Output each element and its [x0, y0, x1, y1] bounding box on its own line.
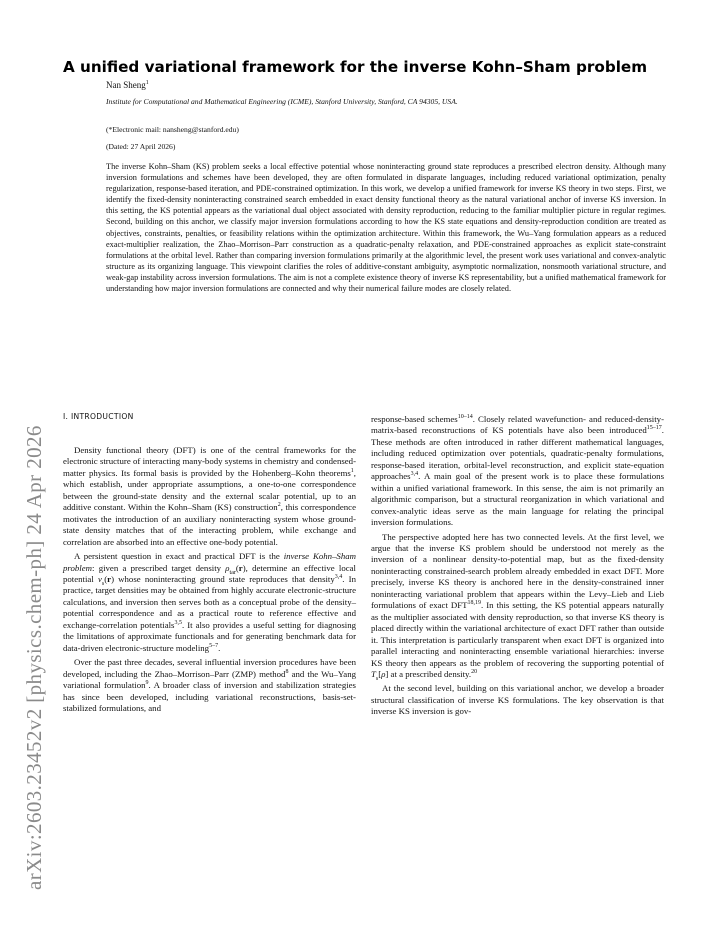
author-affiliation: Institute for Computational and Mathematical Engineering (ICME), Stanford University, Stanford, CA 94305, USA.: [106, 97, 458, 106]
text-run: response-based schemes: [371, 414, 458, 424]
text-run: The perspective adopted here has two connected levels. At the first level, we argue that the inverse KS problem should be understood not merely as the inversion of a nonlinear density-to-potential map, but as the fixed-density noninteracting constrained-search problem already embedded in exact DFT. More precisely, inverse KS theory is anchored here in the density-constrained inner noninteracting variational problem that appears within the Levy–Lieb and Lieb formulations of exact DFT: [371, 531, 664, 611]
text-run: r: [107, 573, 112, 584]
author-line: [106, 80, 666, 90]
text-run: s: [375, 675, 379, 682]
arxiv-identifier-stamp[interactable]: arXiv:2603.23452v2 [physics.chem-ph] 24 Apr 2026: [22, 425, 46, 890]
abstract: The inverse Kohn–Sham (KS) problem seeks a local effective potential whose noninteracting ground state reproduces a prescribed electron density. Although many inversion formulations and schemes have been developed, they are often formulated in disparate languages, including reduced variational optimization, penalty regularization, response-based iteration, and PDE-constrained optimization. In this work, we develop a unified framework for inverse KS theory in two steps. First, we identify the fixed-density noninteracting constrained search embedded in exact density functional theory as the natural variational anchor of inverse KS inversion. In this setting, the KS potential appears as the variational dual object associated with density reproduction, reducing to the familiar multiplier picture in regular regimes. Second, building on this anchor, we classify major inversion formulations according to how the KS state equations and density-reproduction condition are treated as objectives, constraints, penalties, or feasibility relations within the optimization architecture. Within this framework, the Wu–Yang formulation appears as a reduced exact-multiplier realization, the Zhao–Morrison–Parr construction as a quadratic-penalty relaxation, and PDE-constrained approaches as explicit state-constraint formulations at the orbital level. Rather than comparing inversion formulations primarily at the algorithmic level, the present work uses variational and convex-analytic structure as its organizing language. This viewpoint clarifies the roles of additive-constant ambiguity, asymptotic normalization, nonsmooth variational structure, and weak-gap instability across inversion formulations. The aim is not a complete existence theory of inverse KS representability, but a unified mathematical framework for understanding how major inversion formulations are connected and why their numerical failure modes are closely related.: [106, 162, 666, 294]
text-run: At the second level, building on this variational anchor, we develop a broader structural classification of inverse KS formulations. The key observation is that inverse KS inversion is gov-: [371, 683, 664, 717]
text-run: . In this setting, the KS potential appears naturally as the multiplier associated with density reproduction, so that inverse KS theory is placed directly within the variational architecture of exact DFT rather than outside it. This interpretation is particularly transparent when exact DFT is organized into parallel interacting and noninteracting ensemble variational hierarchies: inverse KS theory then appears as the problem of recovering the supporting potential of: [371, 600, 664, 668]
text-run: s: [101, 580, 105, 587]
text-run: (: [235, 562, 239, 573]
text-run: . These methods are often introduced in rather different mathematical languages, including reduced optimization over potentials, quadratic-penalty formulations, response-based iteration, orbital-level reconstruction, and explicit state-equation approaches: [371, 425, 664, 482]
right-column: [371, 414, 664, 718]
body-paragraph: [371, 414, 664, 529]
text-run: (: [104, 573, 108, 584]
text-run: . Closely related wavefunction- and reduced-density-matrix-based reconstructions of KS potentials have also been introduced: [371, 414, 664, 436]
body-paragraph: [63, 445, 356, 548]
text-run: ] at a prescribed density.: [385, 668, 472, 679]
text-run: , which establish, under appropriate assumptions, a one-to-one correspondence between the ground-state density and the external scalar potential, up to an additive constant. Within the Kohn–Sham (KS) construction: [63, 467, 356, 513]
citation-marker: 5–7: [209, 642, 219, 649]
text-run: tar: [229, 569, 236, 576]
citation-marker: 3,4: [334, 574, 343, 581]
text-run: Density functional theory (DFT) is one of the central frameworks for the electronic structure of interacting many-body systems in chemistry and condensed-matter physics. Its formal basis is provided by the Hohenberg–Kohn theorems: [63, 445, 356, 478]
body-paragraph: [371, 683, 664, 717]
text-run: v: [97, 573, 102, 584]
citation-marker: 10–14: [457, 414, 473, 421]
text-run: A persistent question in exact and practical DFT is the: [74, 551, 284, 562]
text-run: inverse Kohn–Sham problem: [63, 551, 356, 573]
citation-marker: 18,19: [467, 600, 482, 607]
text-run: [: [378, 668, 382, 679]
date-line: (Dated: 27 April 2026): [106, 142, 176, 151]
text-run: . In practice, target densities may be obtained from highly accurate electronic-structure calculations, and inversion then serves both as a conceptual probe of the density–potential correspondence and as a practical route to reference effective and exchange-correlation potentials: [63, 573, 356, 630]
left-column: [63, 445, 356, 714]
citation-marker: 20: [471, 669, 478, 676]
paper-title: A unified variational framework for the inverse Kohn–Sham problem: [63, 58, 648, 76]
citation-marker: 2: [277, 502, 281, 509]
text-run: ρ: [381, 668, 386, 679]
author-name: Nan Sheng: [106, 80, 146, 90]
citation-marker: 9: [145, 680, 149, 687]
section-heading-introduction: I. INTRODUCTION: [63, 412, 134, 421]
text-run: .: [218, 642, 221, 653]
text-run: T: [371, 668, 376, 679]
body-paragraph: [63, 657, 356, 714]
citation-marker: 3,5: [174, 619, 182, 626]
text-run: : given a prescribed target density: [92, 562, 226, 573]
text-run: . A broader class of inversion and stabilization strategies has since been developed, including variational reconstructions, basis-set-stabilized formulations, and: [63, 680, 356, 713]
author-affiliation-marker: 1: [145, 80, 149, 86]
text-run: ) whose noninteracting ground state reproduces that density: [111, 573, 335, 584]
text-run: ρ: [225, 562, 230, 573]
body-paragraph: [371, 532, 664, 681]
citation-marker: 1: [350, 467, 354, 474]
text-run: r: [238, 562, 243, 573]
text-run: . It also provides a useful setting for diagnosing the limitations of approximate functionals and for generating benchmark data for data-driven electronic-structure modeling: [63, 619, 356, 653]
citation-marker: 15–17: [646, 425, 662, 432]
body-paragraph: [63, 551, 356, 654]
text-run: , this correspondence motivates the introduction of an auxiliary noninteracting system whose ground-state density matches that of the interacting problem, while exchange and correlation are absorbed into an effective one-body potential.: [63, 502, 356, 547]
text-run: Over the past three decades, several influential inversion procedures have been developed, including the Zhao–Morrison–Parr (ZMP) method: [63, 657, 356, 679]
citation-marker: 3,4: [410, 471, 419, 478]
text-run: ), determine an effective local potential: [63, 562, 356, 584]
text-run: and the Wu–Yang variational formulation: [63, 668, 356, 691]
text-run: . A main goal of the present work is to place these formulations within a unified variational framework. In this sense, the aim is not primarily an algorithmic comparison, but a structural reorganization in which variational and convex-analytic ideas serve as the main language for relating the principal inversion formulations.: [371, 471, 664, 528]
corresponding-email[interactable]: (*Electronic mail: nansheng@stanford.edu): [106, 125, 239, 134]
citation-marker: 8: [285, 668, 289, 675]
